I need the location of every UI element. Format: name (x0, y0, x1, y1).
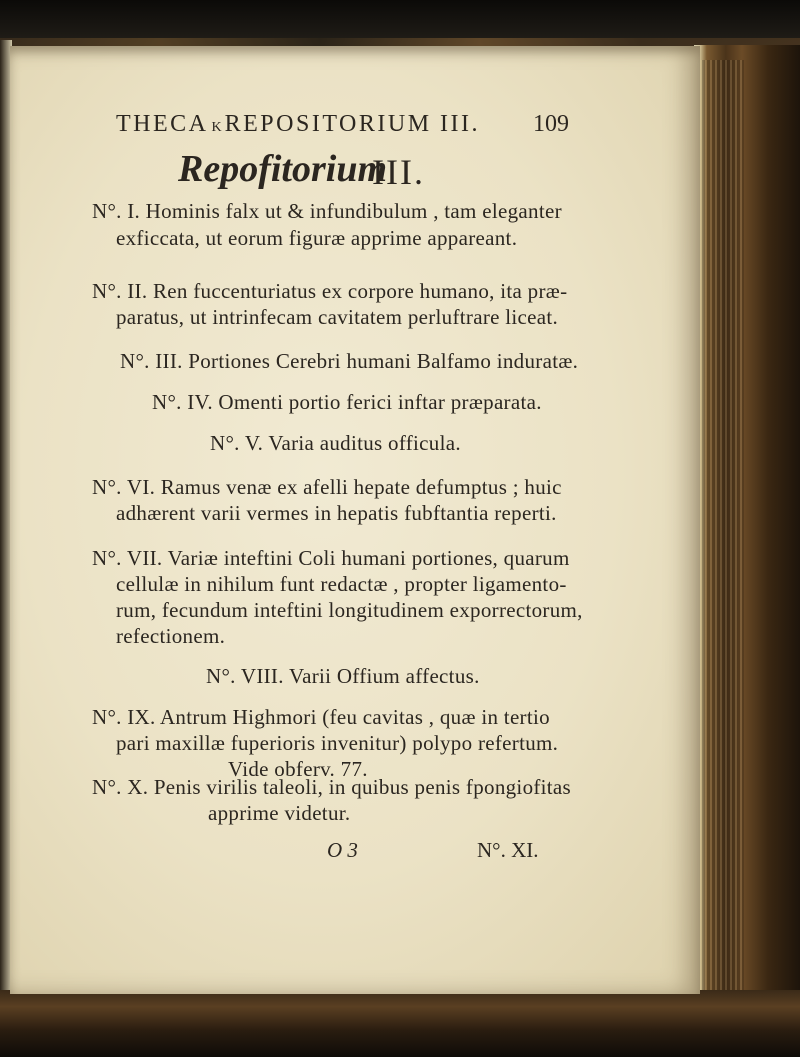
entry-line: pari maxillæ fuperioris invenitur) polypo refertum. (116, 731, 559, 755)
signature-mark: O 3 (327, 838, 358, 862)
entry-line: exficcata, ut eorum figuræ apprime appareant. (116, 226, 518, 250)
running-title-2: REPOSITORIUM III. (224, 111, 481, 137)
entry-line: N°. IV. Omenti portio ferici inftar præparata. (152, 390, 542, 414)
section-title: Repofitorium (178, 148, 388, 190)
catchword: N°. XI. (477, 838, 539, 862)
entry-line: N°. VI. Ramus venæ ex afelli hepate defumptus ; huic (92, 475, 562, 499)
entry-line: rum, fecundum inteftini longitudinem exporrectorum, (116, 598, 583, 622)
entry-line: apprime videtur. (208, 801, 351, 825)
entry-line: paratus, ut intrinfecam cavitatem perluftrare liceat. (116, 305, 559, 329)
running-header (116, 112, 480, 136)
entry-line: N°. VIII. Varii Offium affectus. (206, 664, 480, 688)
entry-line: N°. II. Ren fuccenturiatus ex corpore humano, ita præ- (92, 279, 568, 303)
entry-line: N°. X. Penis virilis taleoli, in quibus penis fpongiofitas (92, 775, 572, 799)
page-stack-edges (700, 60, 744, 990)
bottom-binding-edge (0, 990, 800, 1057)
running-title-separator: K (211, 120, 222, 135)
entry-line: refectionem. (116, 624, 226, 648)
entry-line: N°. I. Hominis falx ut & infundibulum , tam eleganter (92, 199, 562, 223)
entry-line: Vide obferv. 77. (228, 757, 368, 781)
entry-line: adhærent varii vermes in hepatis fubftantia reperti. (116, 501, 557, 525)
entry-line: N°. VII. Variæ inteftini Coli humani portiones, quarum (92, 546, 570, 570)
running-title: THECA (116, 111, 209, 137)
page-number: 109 (533, 111, 569, 137)
entry-line: N°. IX. Antrum Highmori (feu cavitas , quæ in tertio (92, 705, 550, 729)
entry-line: N°. III. Portiones Cerebri humani Balfamo induratæ. (120, 349, 579, 373)
section-title-number: III. (372, 152, 425, 192)
entry-line: cellulæ in nihilum funt redactæ , propter ligamento- (116, 572, 567, 596)
entry-line: N°. V. Varia auditus officula. (210, 431, 461, 455)
